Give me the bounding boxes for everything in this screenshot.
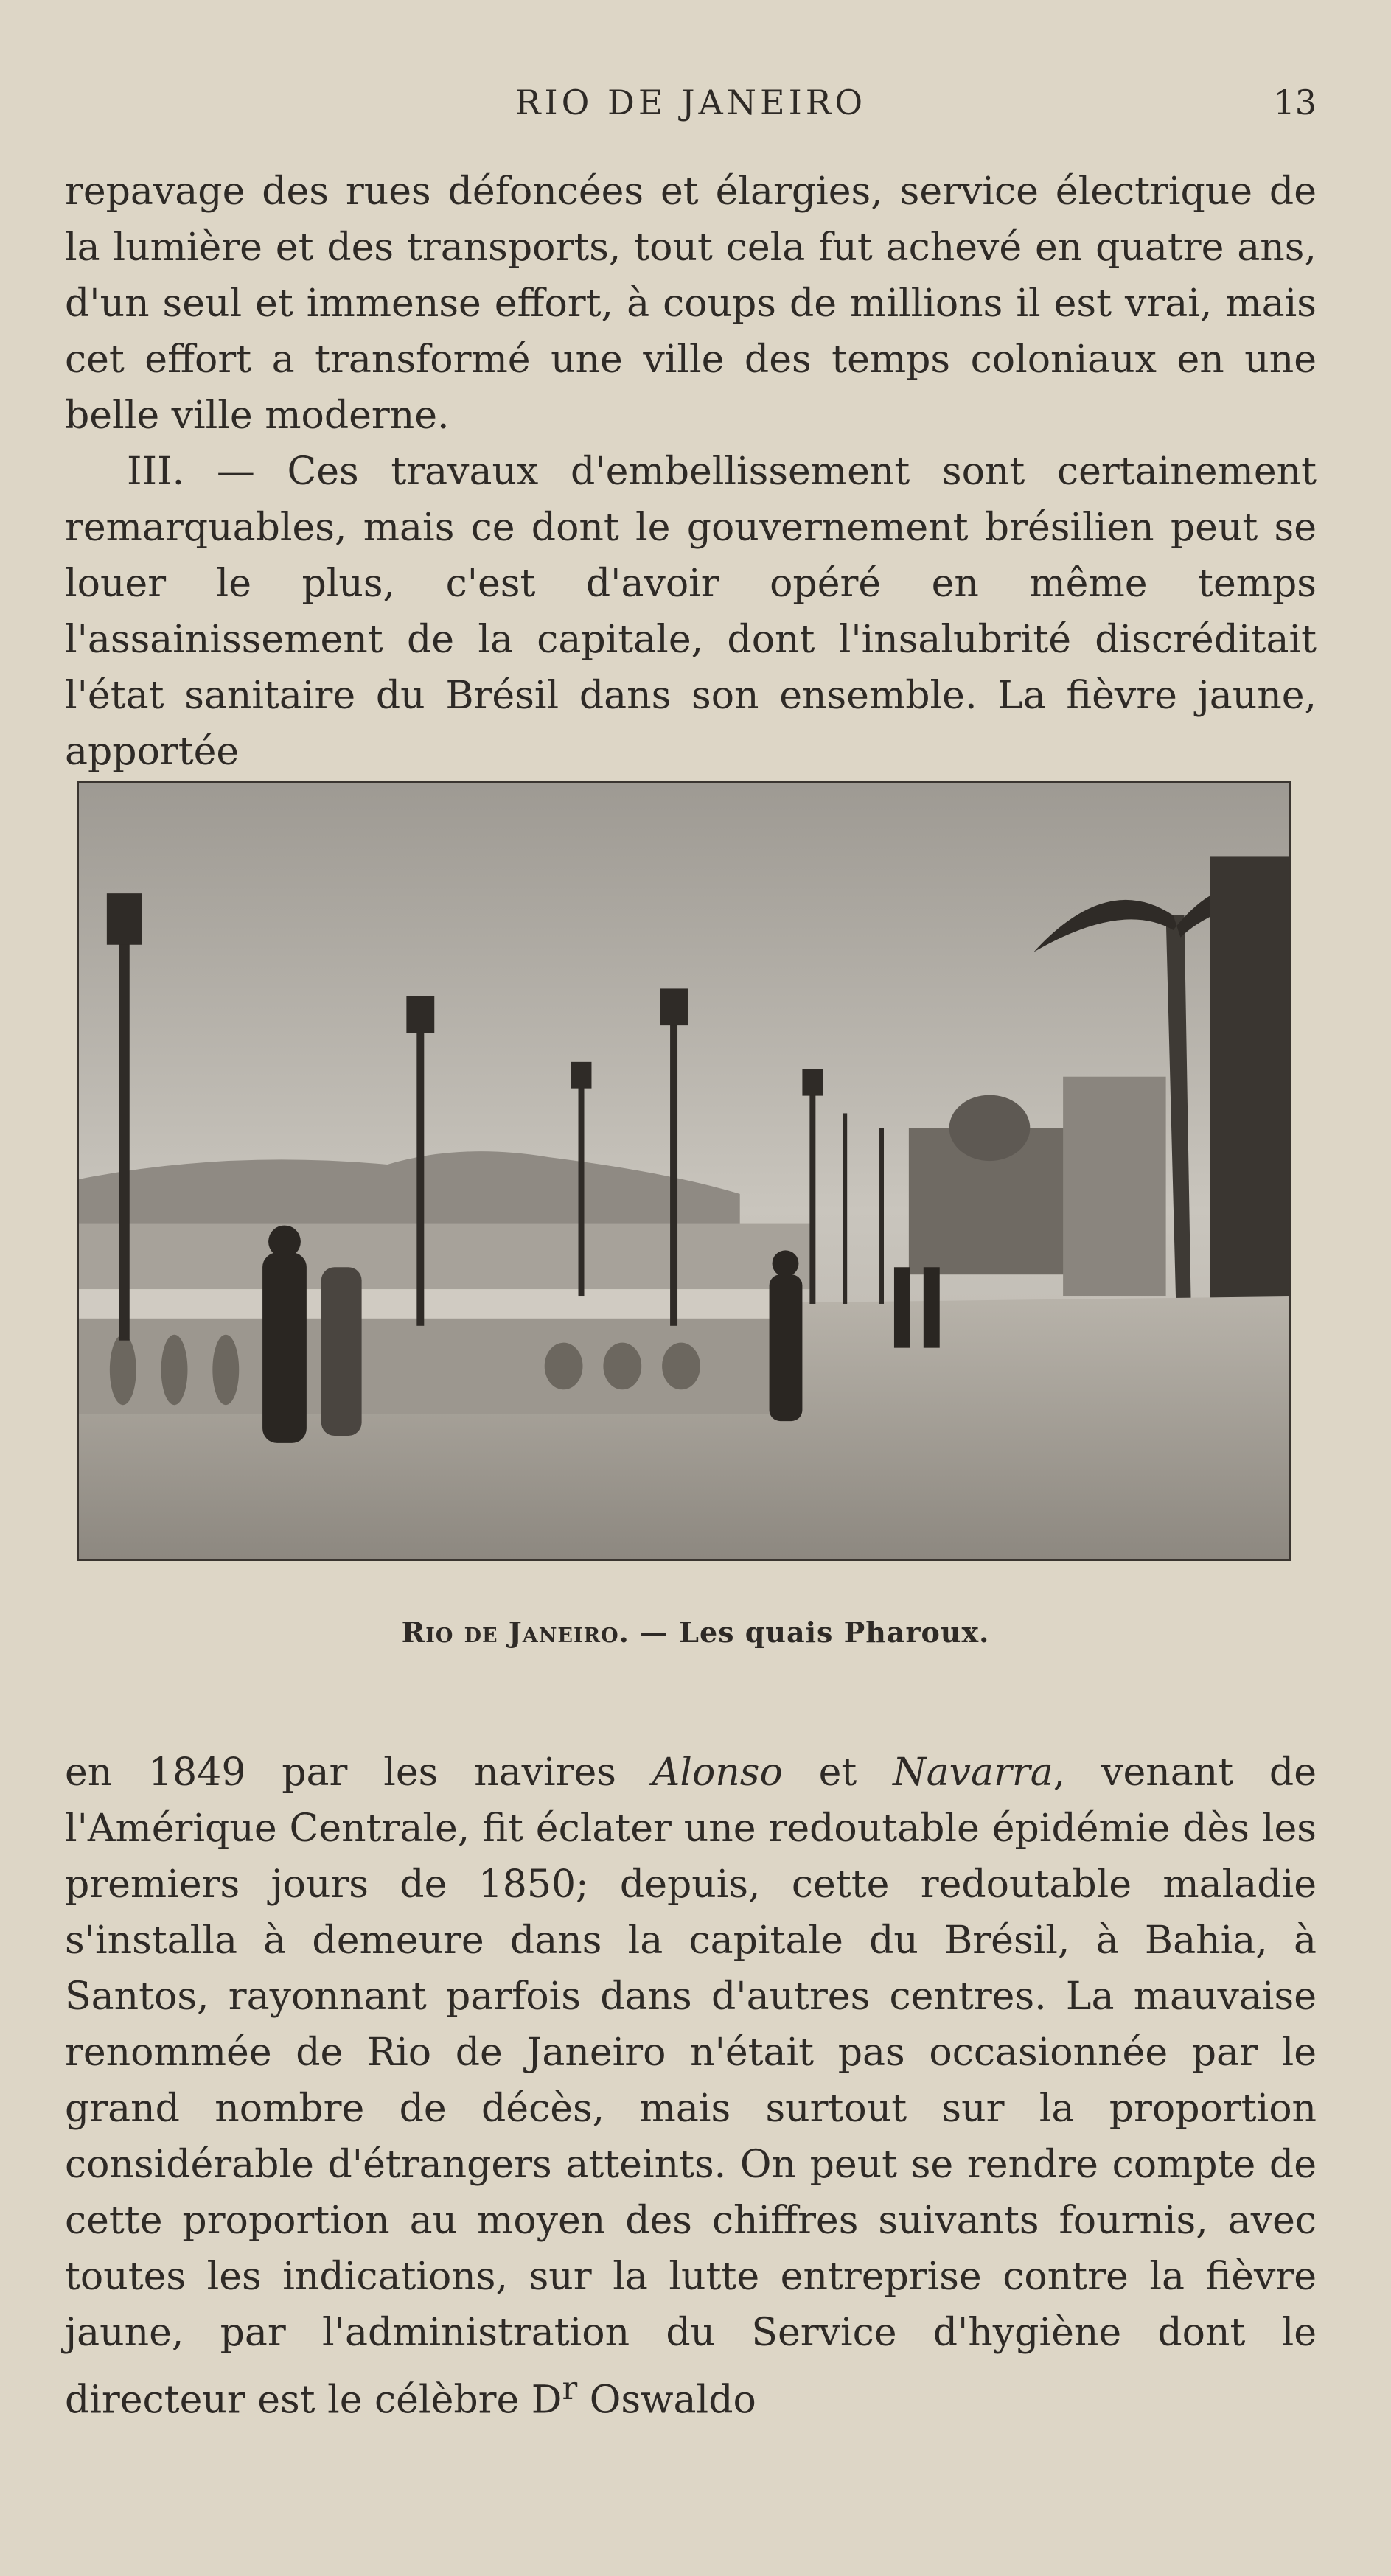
photo-caption [0, 1616, 1391, 1649]
photo-quais-pharoux [77, 781, 1291, 1561]
continuation-part1: en 1849 par les navires [65, 1751, 652, 1795]
ship-name-alonso: Alonso [652, 1751, 783, 1795]
caption-text: — Les quais Pharoux. [629, 1616, 990, 1649]
running-head [65, 83, 1317, 127]
page-number: 13 [1273, 83, 1317, 122]
continuation-part2: et [782, 1751, 893, 1795]
caption-place: Rio de Janeiro. [401, 1616, 630, 1649]
text-block-bottom [65, 1745, 1317, 2428]
paragraph-three: III. — Ces travaux d'embellissement sont certainement remarquables, mais ce dont le gouvernement brésilien peut se louer le plus, c'est d'avoir opéré en même temps l'assainissement de la capitale, dont l'insalubrité discréditait l'état sanitaire du Brésil dans son ensemble. La fièvre jaune, apportée [65, 450, 1317, 774]
continuation-part3: , venant de l'Amérique Centrale, fit éclater une redoutable épidémie dès les premiers jours de 1850; depuis, cette redoutable maladie s'installa à demeure dans la capitale du Brésil, à Bahia, à Santos, rayonnant parfois dans d'autres centres. La mauvaise renommée de Rio de Janeiro n'était pas occasionnée par le grand nombre de décès, mais surtout sur la proportion considérable d'étrangers atteints. On peut se rendre compte de cette proportion au moyen des chiffres suivants fournis, avec toutes les indications, sur la lutte entreprise contre la fièvre jaune, par l'administration du Service d'hygiène dont le directeur est le célèbre D [65, 1751, 1317, 2423]
paragraph-continuation [65, 1745, 1317, 2428]
text-block-top [65, 164, 1317, 780]
photo-illustration [79, 783, 1289, 1559]
doctor-superscript: r [562, 2370, 578, 2407]
continuation-part4: Oswaldo [577, 2378, 756, 2423]
paragraph-continued: repavage des rues défoncées et élargies, service électrique de la lumière et des transports, tout cela fut achevé en quatre ans, d'un seul et immense effort, à coups de millions il est vrai, mais cet effort a transformé une ville des temps coloniaux en une belle ville moderne. [65, 170, 1317, 438]
ship-name-navarra: Navarra [893, 1751, 1053, 1795]
running-title: RIO DE JANEIRO [515, 83, 867, 122]
